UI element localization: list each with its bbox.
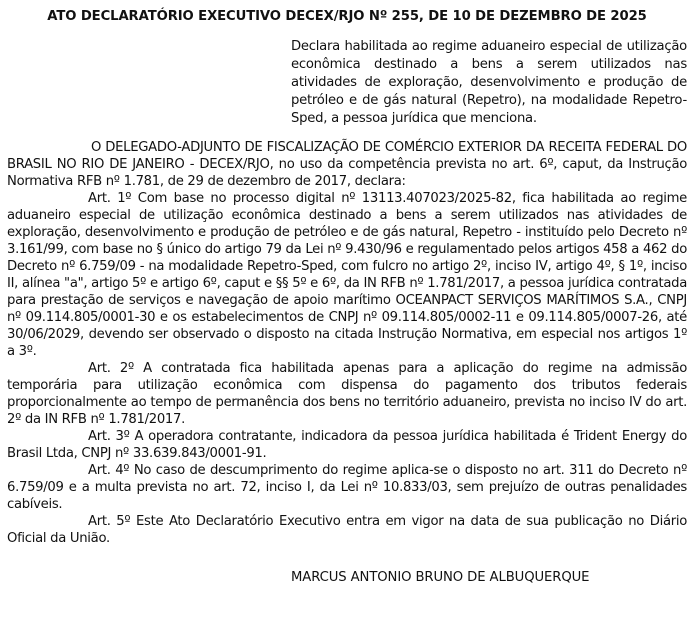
preamble-paragraph: O DELEGADO-ADJUNTO DE FISCALIZAÇÃO DE COMÉRCIO EXTERIOR DA RECEITA FEDERAL DO BRASIL NO RIO DE JANEIRO - DECEX/RJO, no uso da competência prevista no art. 6º, caput, da Instrução Normativa RFB nº 1.781, de 29 de dezembro de 2017, declara: — [7, 140, 687, 189]
ementa-summary: Declara habilitada ao regime aduaneiro especial de utilização econômica destinado a bens a serem utilizados nas atividades de exploração, desenvolvimento e produção de petróleo e de gás natural (Repetro), na modalidade Repetro-Sped, a pessoa jurídica que menciona. — [291, 39, 687, 126]
article-5: Art. 5º Este Ato Declaratório Executivo entra em vigor na data de sua publicação no Diário Oficial da União. — [7, 514, 687, 546]
signatory-name: MARCUS ANTONIO BRUNO DE ALBUQUERQUE — [291, 570, 590, 585]
article-1: Art. 1º Com base no processo digital nº 13113.407023/2025-82, fica habilitada ao regime aduaneiro especial de utilização econômica destinado a bens a serem utilizados nas atividades de exploração, desenvolvimento e produção de petróleo e de gás natural, Repetro - instituído pelo Decreto nº 3.161/99, com base no § único do artigo 79 da Lei nº 9.430/96 e regulamentado pelos artigos 458 a 462 do Decreto nº 6.759/09 - na modalidade Repetro-Sped, com fulcro no artigo 2º, inciso IV, artigo 4º, § 1º, inciso II, alínea "a", artigo 5º e artigo 6º, caput e §§ 5º e 6º, da IN RFB nº 1.781/2017, a pessoa jurídica contratada para prestação de serviços e navegação de apoio marítimo OCEANPACT SERVIÇOS MARÍTIMOS S.A., CNPJ nº 09.114.805/0001-30 e os estabelecimentos de CNPJ nº 09.114.805/0002-11 e 09.114.805/0007-26, até 30/06/2029, devendo ser observado o disposto na citada Instrução Normativa, em especial nos artigos 1º a 3º. — [7, 191, 687, 359]
article-4: Art. 4º No caso de descumprimento do regime aplica-se o disposto no art. 311 do Decreto nº 6.759/09 e a multa prevista no art. 72, inciso I, da Lei nº 10.833/03, sem prejuízo de outras penalidades cabíveis. — [7, 463, 687, 512]
document-body — [7, 139, 687, 547]
document-title: ATO DECLARATÓRIO EXECUTIVO DECEX/RJO Nº 255, DE 10 DE DEZEMBRO DE 2025 — [47, 9, 647, 24]
article-3: Art. 3º A operadora contratante, indicadora da pessoa jurídica habilitada é Trident Energy do Brasil Ltda, CNPJ nº 33.639.843/0001-91. — [7, 429, 687, 461]
document — [7, 6, 687, 587]
article-2: Art. 2º A contratada fica habilitada apenas para a aplicação do regime na admissão temporária para utilização econômica com dispensa do pagamento dos tributos federais proporcionalmente ao tempo de permanência dos bens no território aduaneiro, prevista no inciso IV do art. 2º da IN RFB nº 1.781/2017. — [7, 361, 687, 427]
